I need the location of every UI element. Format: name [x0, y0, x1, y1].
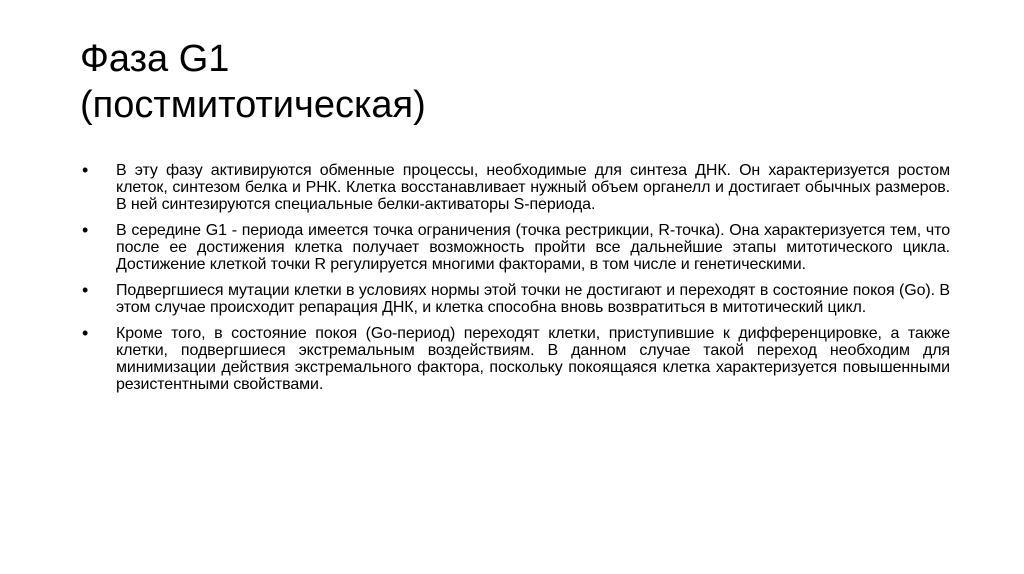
bullet-text-1: В эту фазу активируются обменные процессы, необходимые для синтеза ДНК. Он характеризуется ростом клеток, синтезом белка и РНК. Клетка восстанавливает нужный объем органелл и достигает обычных размеров. В ней синтезируются специальные белки-активаторы S-периода. — [116, 162, 950, 213]
bullet-item-3 — [80, 282, 950, 316]
bullet-list — [80, 162, 950, 402]
bullet-dot-icon: • — [82, 280, 89, 300]
slide-title-line-1: Фаза G1 — [80, 38, 230, 80]
bullet-dot-icon: • — [82, 160, 89, 180]
bullet-item-4 — [80, 325, 950, 393]
bullet-item-2 — [80, 222, 950, 273]
bullet-text-3: Подвергшиеся мутации клетки в условиях нормы этой точки не достигают и переходят в состояние покоя (Go). В этом случае происходит репарация ДНК, и клетка способна вновь возвратиться в митотический цикл. — [116, 282, 950, 316]
slide-title-line-2: (постмитотическая) — [80, 84, 426, 126]
bullet-dot-icon: • — [82, 220, 89, 240]
bullet-text-4: Кроме того, в состояние покоя (Go-период) переходят клетки, приступившие к дифференцировке, а также клетки, подвергшиеся экстремальным воздействиям. В данном случае такой переход необходим для минимизации действия экстремального фактора, поскольку покоящаяся клетка характеризуется повышенными резистентными свойствами. — [116, 325, 950, 393]
bullet-text-2: В середине G1 - периода имеется точка ограничения (точка рестрикции, R-точка). Она характеризуется тем, что после ее достижения клетка получает возможность пройти все дальнейшие этапы митотического цикла. Достижение клеткой точки R регулируется многими факторами, в том числе и генетическими. — [116, 222, 950, 273]
bullet-item-1 — [80, 162, 950, 213]
slide-title — [80, 36, 940, 128]
bullet-dot-icon: • — [82, 323, 89, 343]
